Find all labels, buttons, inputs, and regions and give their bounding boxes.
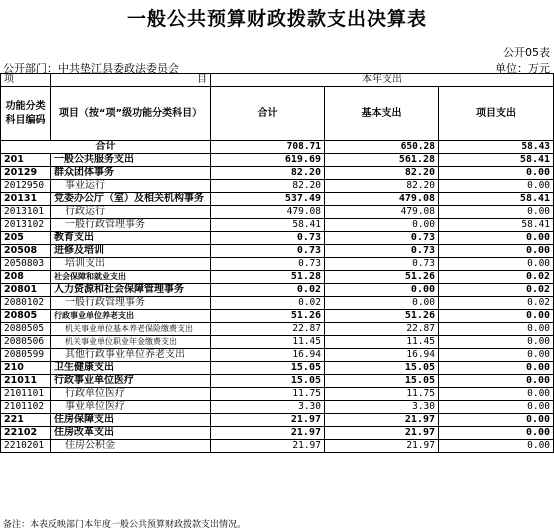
header-row-1	[1, 74, 554, 87]
table-row	[1, 154, 554, 167]
row-project: 58.41	[439, 154, 554, 167]
row-code: 208	[1, 271, 51, 284]
row-name: 行政运行	[51, 206, 211, 219]
total-basic: 650.28	[325, 141, 439, 154]
total-row	[1, 141, 554, 154]
table-row	[1, 440, 554, 453]
row-name: 人力资源和社会保障管理事务	[51, 284, 211, 297]
row-name: 党委办公厅（室）及相关机构事务	[51, 193, 211, 206]
row-code: 2080599	[1, 349, 51, 362]
table-row	[1, 219, 554, 232]
row-name: 行政事业单位养老支出	[51, 310, 211, 323]
header-code: 功能分类科目编码	[1, 87, 51, 141]
row-name: 一般行政管理事务	[51, 297, 211, 310]
expenditure-table	[0, 73, 554, 453]
table-row	[1, 245, 554, 258]
row-basic: 21.97	[325, 440, 439, 453]
row-project: 0.02	[439, 271, 554, 284]
row-code: 2101101	[1, 388, 51, 401]
table-row	[1, 284, 554, 297]
row-project: 0.00	[439, 440, 554, 453]
row-total: 21.97	[211, 414, 325, 427]
row-project: 0.00	[439, 388, 554, 401]
row-project: 0.00	[439, 206, 554, 219]
row-basic: 0.73	[325, 258, 439, 271]
row-total: 11.75	[211, 388, 325, 401]
row-code: 20129	[1, 167, 51, 180]
row-total: 51.26	[211, 310, 325, 323]
row-code: 21011	[1, 375, 51, 388]
table-row	[1, 375, 554, 388]
total-total: 708.71	[211, 141, 325, 154]
table-row	[1, 349, 554, 362]
row-total: 0.73	[211, 245, 325, 258]
total-label: 合计	[1, 141, 211, 154]
table-row	[1, 232, 554, 245]
row-name: 其他行政事业单位养老支出	[51, 349, 211, 362]
table-row	[1, 401, 554, 414]
row-basic: 51.26	[325, 271, 439, 284]
row-total: 21.97	[211, 440, 325, 453]
row-total: 537.49	[211, 193, 325, 206]
row-project: 0.00	[439, 427, 554, 440]
row-name: 一般公共服务支出	[51, 154, 211, 167]
row-name: 教育支出	[51, 232, 211, 245]
row-total: 3.30	[211, 401, 325, 414]
form-number: 公开05表	[503, 46, 550, 59]
row-code: 20805	[1, 310, 51, 323]
row-name: 卫生健康支出	[51, 362, 211, 375]
table-row	[1, 297, 554, 310]
header-mu: 目	[51, 74, 211, 87]
header-item: 项	[1, 74, 51, 87]
row-name: 机关事业单位职业年金缴费支出	[51, 336, 211, 349]
row-basic: 479.08	[325, 206, 439, 219]
row-total: 22.87	[211, 323, 325, 336]
row-basic: 21.97	[325, 414, 439, 427]
department-label: 公开部门：中共垫江县委政法委员会	[3, 62, 179, 75]
header-project: 项目支出	[439, 87, 554, 141]
row-code: 20131	[1, 193, 51, 206]
row-name: 进修及培训	[51, 245, 211, 258]
row-total: 479.08	[211, 206, 325, 219]
row-name: 事业单位医疗	[51, 401, 211, 414]
row-code: 20508	[1, 245, 51, 258]
row-name: 培训支出	[51, 258, 211, 271]
row-code: 2080506	[1, 336, 51, 349]
row-total: 82.20	[211, 180, 325, 193]
row-name: 行政单位医疗	[51, 388, 211, 401]
row-code: 2013102	[1, 219, 51, 232]
row-basic: 15.05	[325, 375, 439, 388]
row-project: 0.00	[439, 375, 554, 388]
row-project: 58.41	[439, 193, 554, 206]
table-row	[1, 167, 554, 180]
page-title: 一般公共预算财政拨款支出决算表	[126, 8, 427, 30]
row-project: 0.02	[439, 297, 554, 310]
row-code: 2101102	[1, 401, 51, 414]
row-code: 2013101	[1, 206, 51, 219]
unit-label: 单位：万元	[495, 62, 550, 75]
row-basic: 11.45	[325, 336, 439, 349]
row-total: 15.05	[211, 362, 325, 375]
row-project: 0.00	[439, 349, 554, 362]
row-code: 20801	[1, 284, 51, 297]
row-name: 住房公积金	[51, 440, 211, 453]
row-code: 2012950	[1, 180, 51, 193]
row-basic: 0.00	[325, 297, 439, 310]
row-project: 0.00	[439, 414, 554, 427]
row-project: 0.00	[439, 180, 554, 193]
row-total: 16.94	[211, 349, 325, 362]
row-code: 201	[1, 154, 51, 167]
row-basic: 51.26	[325, 310, 439, 323]
row-project: 0.00	[439, 362, 554, 375]
table-row	[1, 193, 554, 206]
row-total: 619.69	[211, 154, 325, 167]
row-project: 0.02	[439, 284, 554, 297]
row-basic: 16.94	[325, 349, 439, 362]
table-row	[1, 271, 554, 284]
row-total: 51.28	[211, 271, 325, 284]
row-basic: 15.05	[325, 362, 439, 375]
row-code: 2050803	[1, 258, 51, 271]
row-total: 0.02	[211, 284, 325, 297]
row-code: 22102	[1, 427, 51, 440]
row-name: 一般行政管理事务	[51, 219, 211, 232]
row-project: 0.00	[439, 401, 554, 414]
row-name: 机关事业单位基本养老保险缴费支出	[51, 323, 211, 336]
table-row	[1, 310, 554, 323]
row-name: 群众团体事务	[51, 167, 211, 180]
row-name: 住房改革支出	[51, 427, 211, 440]
footnote: 备注：本表反映部门本年度一般公共预算财政拨款支出情况。	[3, 520, 247, 530]
total-project: 58.43	[439, 141, 554, 154]
row-code: 210	[1, 362, 51, 375]
row-basic: 0.00	[325, 219, 439, 232]
row-project: 0.00	[439, 323, 554, 336]
row-code: 2080505	[1, 323, 51, 336]
row-total: 21.97	[211, 427, 325, 440]
row-basic: 11.75	[325, 388, 439, 401]
row-project: 0.00	[439, 245, 554, 258]
table-row	[1, 323, 554, 336]
row-project: 0.00	[439, 310, 554, 323]
header-name: 项目（按“项”级功能分类科目）	[51, 87, 211, 141]
row-total: 0.73	[211, 232, 325, 245]
header-current-year: 本年支出	[211, 74, 554, 87]
row-project: 0.00	[439, 167, 554, 180]
row-basic: 561.28	[325, 154, 439, 167]
row-total: 0.73	[211, 258, 325, 271]
table-row	[1, 206, 554, 219]
row-code: 2210201	[1, 440, 51, 453]
row-basic: 0.00	[325, 284, 439, 297]
row-basic: 479.08	[325, 193, 439, 206]
table-row	[1, 388, 554, 401]
table-row	[1, 336, 554, 349]
header-basic: 基本支出	[325, 87, 439, 141]
row-project: 0.00	[439, 258, 554, 271]
row-basic: 21.97	[325, 427, 439, 440]
row-total: 15.05	[211, 375, 325, 388]
row-name: 社会保障和就业支出	[51, 271, 211, 284]
row-project: 58.41	[439, 219, 554, 232]
row-code: 221	[1, 414, 51, 427]
row-project: 0.00	[439, 336, 554, 349]
row-code: 205	[1, 232, 51, 245]
row-total: 58.41	[211, 219, 325, 232]
row-code: 2080102	[1, 297, 51, 310]
row-name: 行政事业单位医疗	[51, 375, 211, 388]
row-basic: 82.20	[325, 180, 439, 193]
row-project: 0.00	[439, 232, 554, 245]
table-row	[1, 427, 554, 440]
table-row	[1, 362, 554, 375]
row-total: 11.45	[211, 336, 325, 349]
row-basic: 3.30	[325, 401, 439, 414]
row-name: 事业运行	[51, 180, 211, 193]
row-basic: 82.20	[325, 167, 439, 180]
table-row	[1, 180, 554, 193]
row-basic: 22.87	[325, 323, 439, 336]
row-total: 82.20	[211, 167, 325, 180]
row-name: 住房保障支出	[51, 414, 211, 427]
table-row	[1, 414, 554, 427]
row-basic: 0.73	[325, 232, 439, 245]
row-total: 0.02	[211, 297, 325, 310]
table-row	[1, 258, 554, 271]
header-row-2	[1, 87, 554, 141]
row-basic: 0.73	[325, 245, 439, 258]
header-total: 合计	[211, 87, 325, 141]
